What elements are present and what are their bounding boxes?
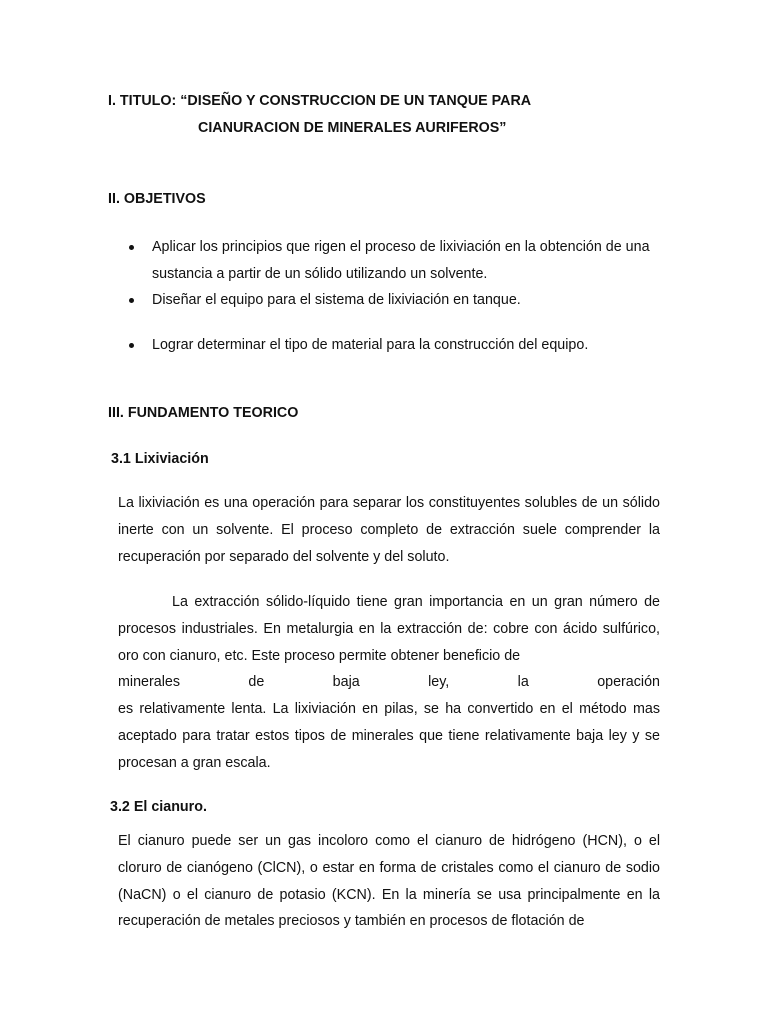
cianuro-heading: 3.2 El cianuro. [110, 799, 207, 815]
lixiviacion-paragraph-2-part2: es relativamente lenta. La lixiviación en pilas, se ha convertido en el método mas aceptado para tratar estos tipos de minerales que tiene relativamente baja ley y se procesan a gran escala. [118, 701, 660, 771]
objetivo-item: Lograr determinar el tipo de material para la construcción del equipo. [129, 332, 659, 359]
objetivos-list [129, 234, 659, 358]
lixiviacion-paragraph-2-spread-line: minerales de baja ley, la operación [118, 674, 660, 691]
lixiviacion-paragraph-2 [118, 589, 660, 777]
objetivo-item: Diseñar el equipo para el sistema de lixiviación en tanque. [129, 287, 659, 314]
fundamento-heading: III. FUNDAMENTO TEORICO [108, 405, 299, 421]
lixiviacion-paragraph-1: La lixiviación es una operación para separar los constituyentes solubles de un sólido inerte con un solvente. El proceso completo de extracción suele comprender la recuperación por separado del solvente y del soluto. [118, 495, 660, 565]
lixiviacion-heading: 3.1 Lixiviación [111, 451, 209, 467]
title-line-2: CIANURACION DE MINERALES AURIFEROS” [198, 120, 507, 136]
cianuro-paragraph-1: El cianuro puede ser un gas incoloro como el cianuro de hidrógeno (HCN), o el cloruro de cianógeno (ClCN), o estar en forma de cristales como el cianuro de sodio (NaCN) o el cianuro de potasio (KCN). En la minería se usa principalmente en la recuperación de metales preciosos y también en procesos de flotación de [118, 833, 660, 930]
lixiviacion-paragraph-2-part1: La extracción sólido-líquido tiene gran importancia en un gran número de procesos industriales. En metalurgia en la extracción de: cobre con ácido sulfúrico, oro con cianuro, etc. Este proceso permite obtener beneficio de [118, 594, 660, 664]
objetivos-heading: II. OBJETIVOS [108, 191, 206, 207]
objetivo-item: Aplicar los principios que rigen el proceso de lixiviación en la obtención de una sustancia a partir de un sólido utilizando un solvente. [129, 234, 659, 287]
title-line-1: I. TITULO: “DISEÑO Y CONSTRUCCION DE UN TANQUE PARA [108, 93, 532, 109]
